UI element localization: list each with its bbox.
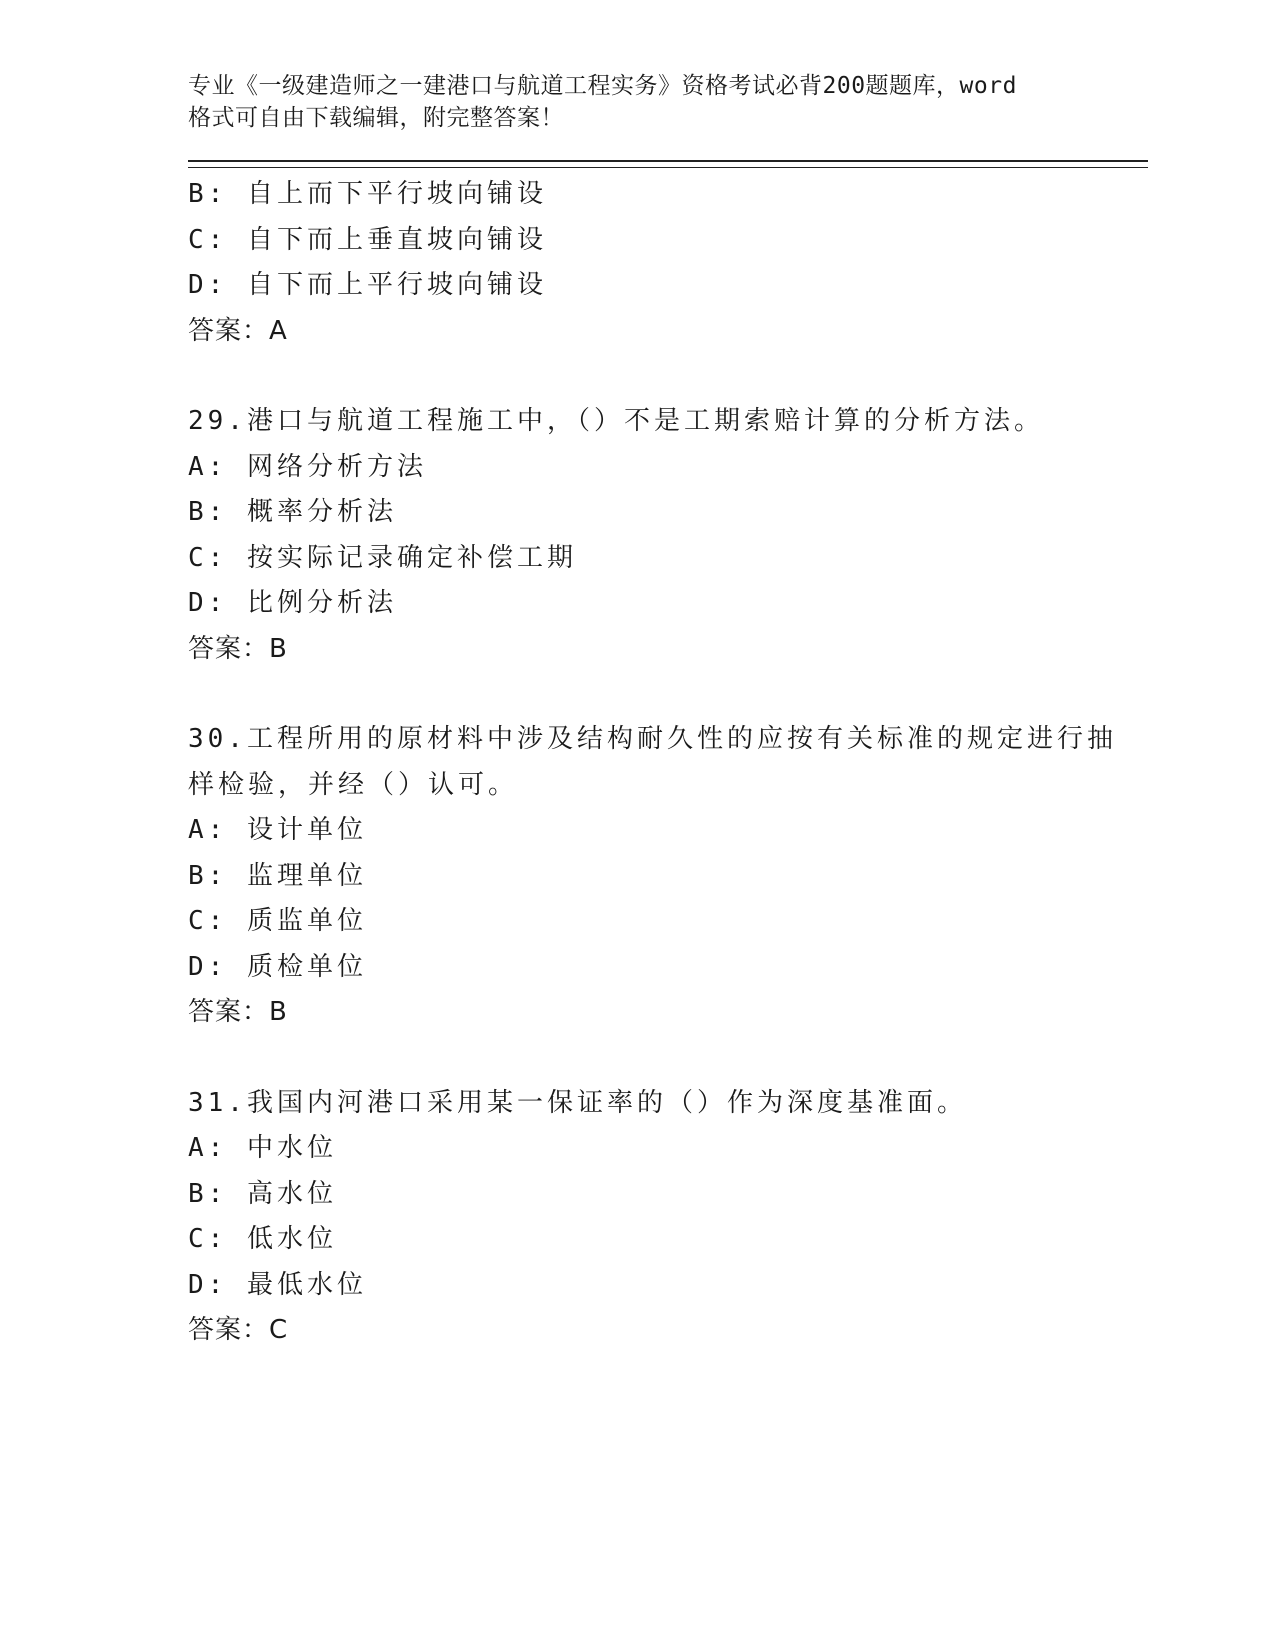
question-stem: 30.工程所用的原材料中涉及结构耐久性的应按有关标准的规定进行抽 xyxy=(188,724,1117,754)
option-a: A: 中水位 xyxy=(188,1133,337,1163)
option-a: A: 设计单位 xyxy=(188,815,367,845)
question-partial xyxy=(188,172,1148,354)
header-divider xyxy=(188,160,1148,168)
answer: 答案：A xyxy=(188,315,288,346)
question-stem: 29.港口与航道工程施工中，（）不是工期索赔计算的分析方法。 xyxy=(188,406,1044,436)
question-31 xyxy=(188,1081,1148,1354)
option-a: A: 网络分析方法 xyxy=(188,451,427,482)
option-b: B: 监理单位 xyxy=(188,860,367,891)
answer: 答案：C xyxy=(188,1315,289,1345)
question-stem: 31.我国内河港口采用某一保证率的（）作为深度基准面。 xyxy=(188,1087,967,1118)
option-c: C: 自下而上垂直坡向铺设 xyxy=(188,224,547,255)
question-30 xyxy=(188,717,1148,1036)
document-page xyxy=(188,70,1148,1354)
document-header xyxy=(188,70,1148,134)
option-b: B: 高水位 xyxy=(188,1178,337,1209)
option-b: B: 自上而下平行坡向铺设 xyxy=(188,179,547,209)
header-title-line-1: 专业《一级建造师之一建港口与航道工程实务》资格考试必背200题题库，word xyxy=(188,73,1017,99)
header-title-line-2: 格式可自由下载编辑，附完整答案！ xyxy=(188,105,564,131)
answer: 答案：B xyxy=(188,633,288,664)
option-b: B: 概率分析法 xyxy=(188,497,397,527)
option-d: D: 最低水位 xyxy=(188,1269,367,1300)
option-d: D: 质检单位 xyxy=(188,951,367,982)
option-c: C: 质监单位 xyxy=(188,906,367,936)
option-d: D: 自下而上平行坡向铺设 xyxy=(188,270,547,300)
answer: 答案：B xyxy=(188,997,288,1027)
question-29 xyxy=(188,399,1148,672)
option-c: C: 低水位 xyxy=(188,1224,337,1254)
option-d: D: 比例分析法 xyxy=(188,588,397,618)
question-stem-continued: 样检验，并经（）认可。 xyxy=(188,769,519,800)
option-c: C: 按实际记录确定补偿工期 xyxy=(188,542,577,573)
